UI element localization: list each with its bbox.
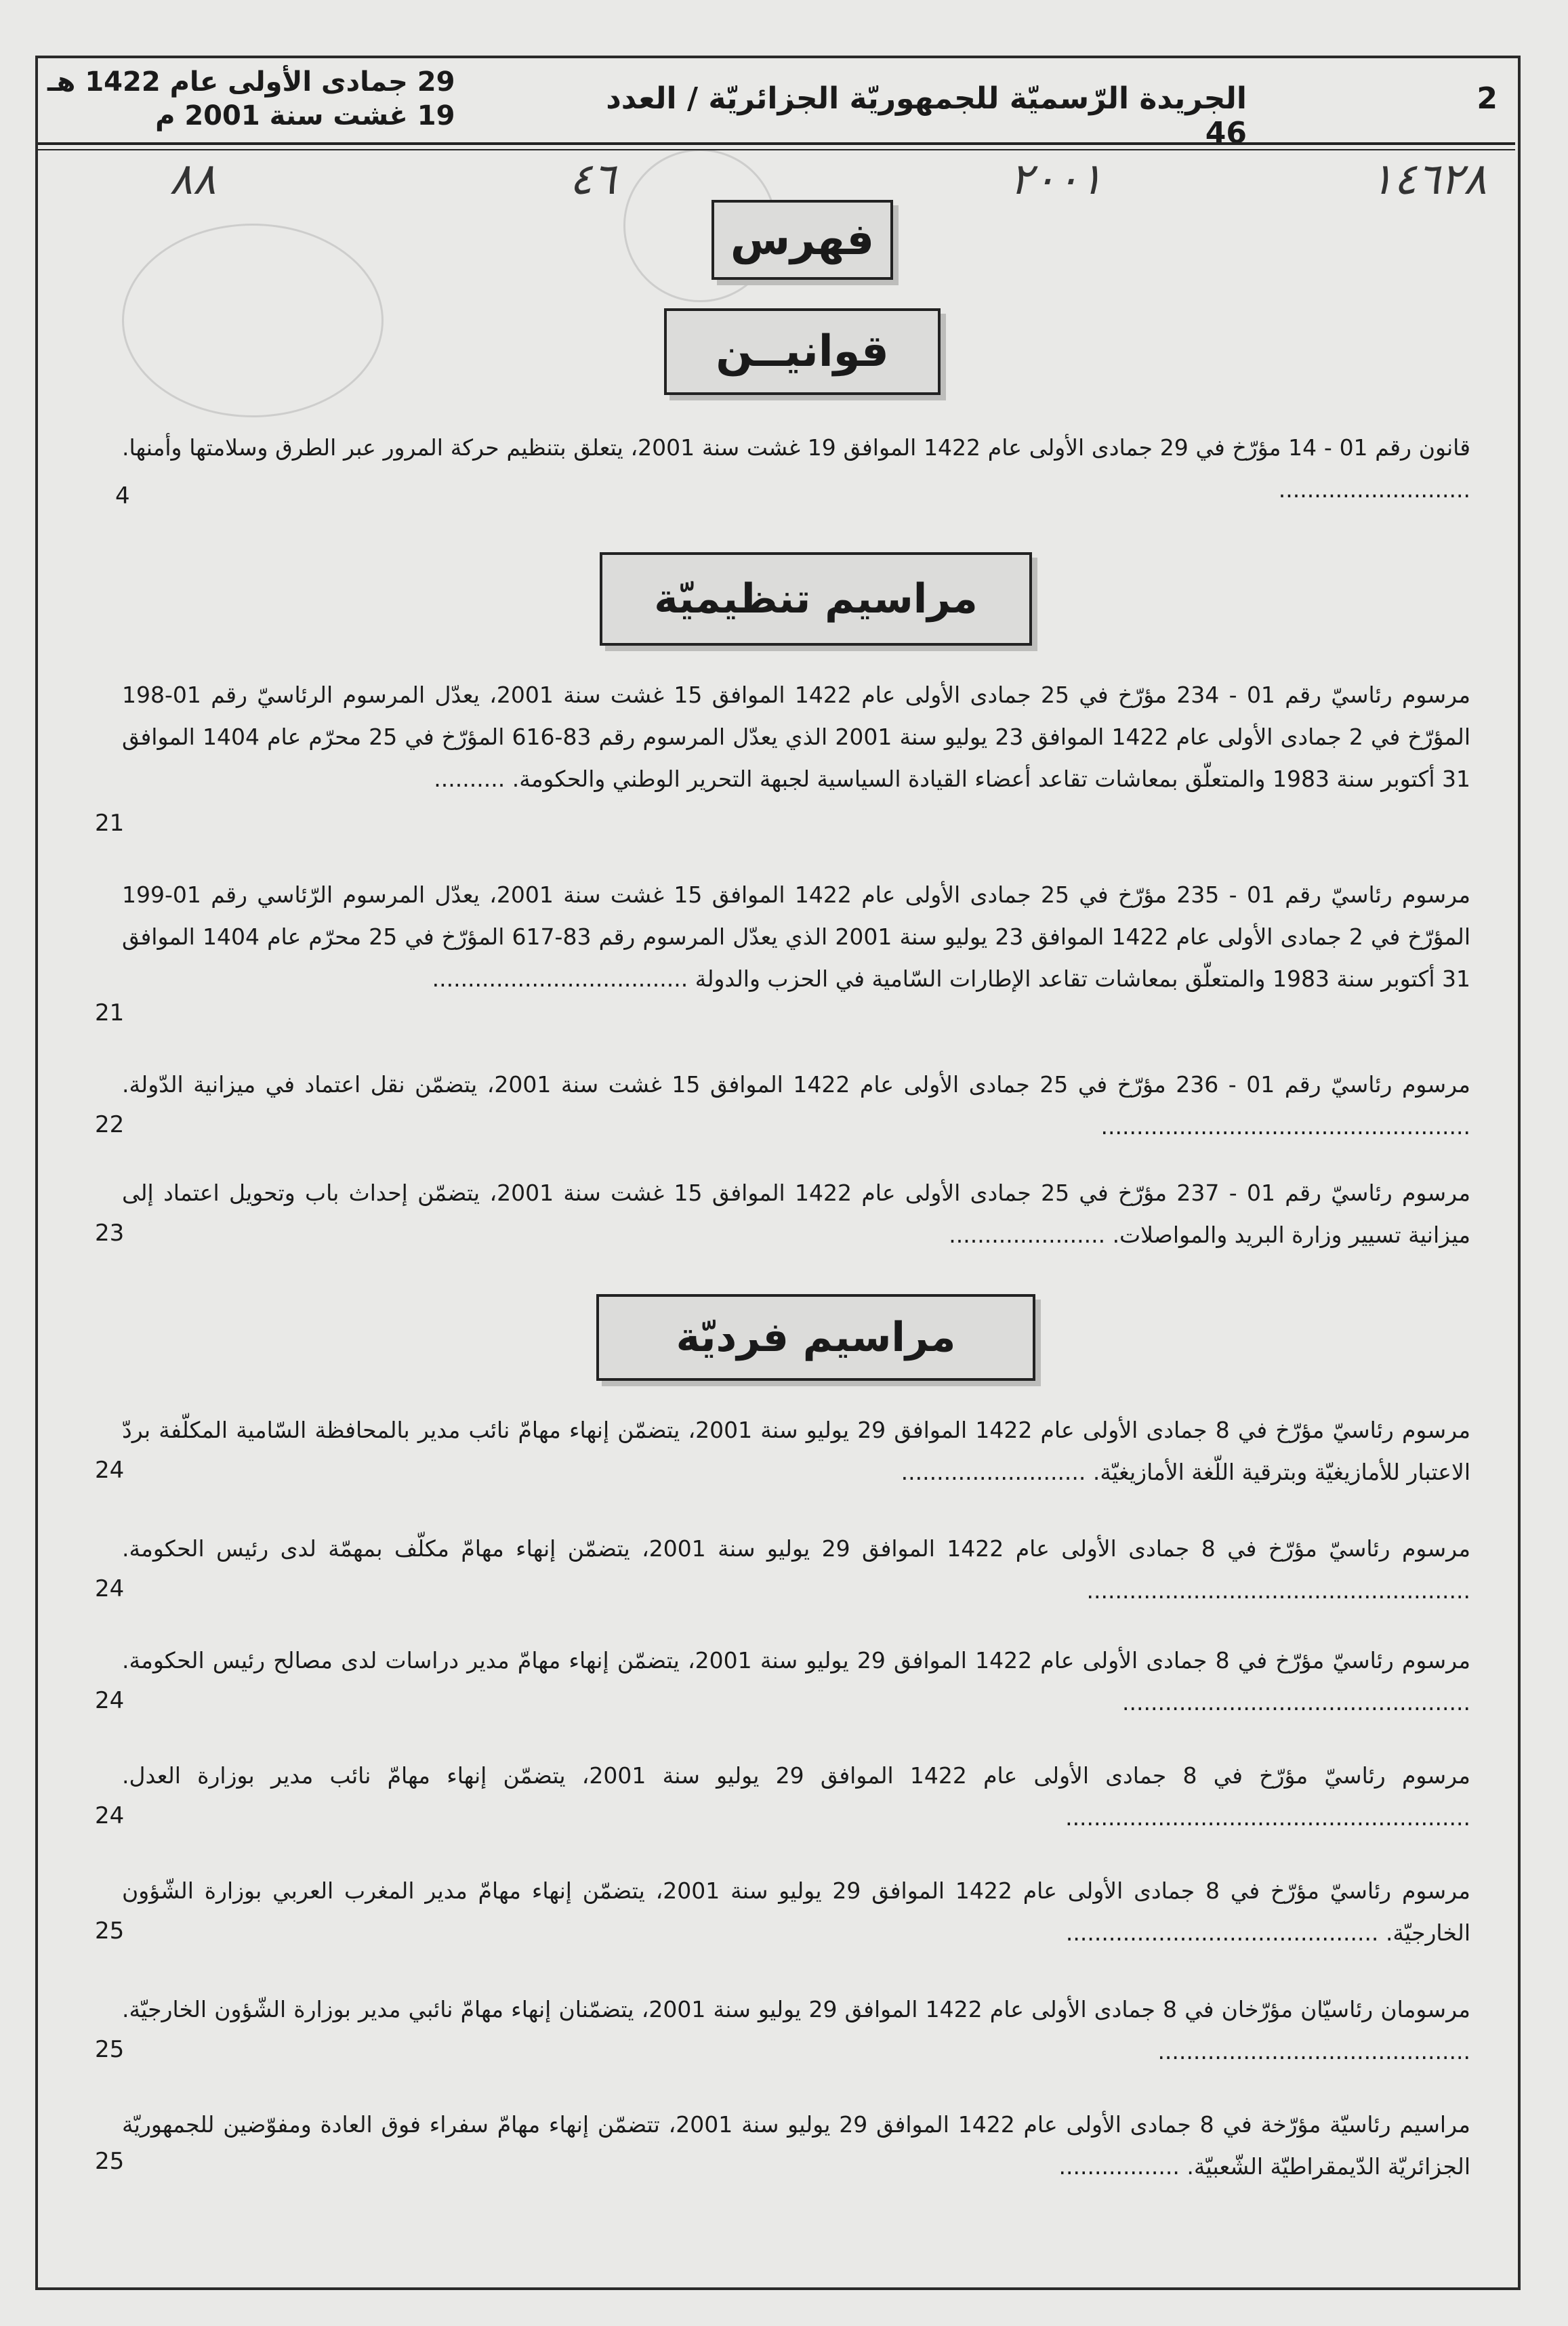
handwritten-issue: ٤٦ xyxy=(569,154,616,205)
entry-text: مرسوم رئاسيّ مؤرّخ في 8 جمادى الأولى عام 1422 الموافق 29 يوليو سنة 2001، يتضمّن إنهاء مهامّ نائب مدير بالمحافظة السّامية المكلّفة بردّ الاعتبار للأمازيغيّة وبترقية اللّغة الأمازيغيّة. xyxy=(122,1417,1470,1485)
gregorian-date: 19 غشت سنة 2001 م xyxy=(155,100,455,131)
leader-dots: ................. xyxy=(1058,2153,1180,2180)
handwritten-code: ٨٨ xyxy=(169,154,216,205)
entry-text: مرسوم رئاسيّ مؤرّخ في 8 جمادى الأولى عام 1422 الموافق 29 يوليو سنة 2001، يتضمّن إنهاء مهامّ مدير المغرب العربي بوزارة الشّؤون الخارجيّة. xyxy=(122,1877,1470,1946)
entry-page: 25 xyxy=(95,2036,125,2063)
section-individual xyxy=(596,1294,1035,1381)
leader-dots: ...................... xyxy=(949,1222,1106,1248)
header-rule-thin xyxy=(38,149,1515,150)
regulatory-entry xyxy=(122,1172,1470,1256)
law-entry xyxy=(122,427,1470,511)
section-laws-title: قوانيــن xyxy=(716,327,889,377)
individual-entry xyxy=(122,1409,1470,1493)
entry-page: 25 xyxy=(95,2148,125,2175)
entry-text: مرسوم رئاسيّ مؤرّخ في 8 جمادى الأولى عام 1422 الموافق 29 يوليو سنة 2001، يتضمّن إنهاء مهامّ مدير دراسات لدى مصالح رئيس الحكومة. xyxy=(122,1647,1471,1674)
leader-dots: ......................................................... xyxy=(1065,1804,1470,1831)
entry-text: مراسيم رئاسيّة مؤرّخة في 8 جمادى الأولى عام 1422 الموافق 29 يوليو سنة 2001، تتضمّن إنهاء مهامّ سفراء فوق العادة ومفوّضين للجمهوريّة الجزائريّة الدّيمقراطيّة الشّعبيّة. xyxy=(122,2111,1470,2180)
entry-text: قانون رقم 01 - 14 مؤرّخ في 29 جمادى الأولى عام 1422 الموافق 19 غشت سنة 2001، يتعلق بتنظيم حركة المرور عبر الطرق وسلامتها وأمنها. xyxy=(122,434,1471,461)
section-regulatory xyxy=(600,552,1032,646)
entry-page: 4 xyxy=(115,482,130,510)
entry-page: 25 xyxy=(95,1917,125,1945)
individual-entry xyxy=(122,1528,1470,1612)
entry-text: مرسوم رئاسيّ مؤرّخ في 8 جمادى الأولى عام 1422 الموافق 29 يوليو سنة 2001، يتضمّن إنهاء مهامّ نائب مدير بوزارة العدل. xyxy=(122,1762,1470,1789)
header xyxy=(41,65,1511,150)
leader-dots: ............................................ xyxy=(1065,1919,1379,1946)
regulatory-entry xyxy=(122,874,1470,1000)
header-rule xyxy=(38,142,1515,145)
leader-dots: .................................... xyxy=(432,965,688,992)
individual-entry xyxy=(122,1755,1470,1839)
leader-dots: .......................... xyxy=(901,1459,1086,1485)
journal-title: الجريدة الرّسميّة للجمهوريّة الجزائريّة / العدد 46 xyxy=(606,81,1247,150)
entry-text: مرسوم رئاسيّ رقم 01 - 234 مؤرّخ في 25 جمادى الأولى عام 1422 الموافق 15 غشت سنة 2001، يعدّل المرسوم الرئاسيّ رقم 01-198 المؤرّخ في 2 جمادى الأولى عام 1422 الموافق 23 يوليو سنة 2001 الذي يعدّل المرسوم رقم 83-616 المؤرّخ في 25 محرّم عام 1404 الموافق 31 أكتوبر سنة 1983 والمتعلّق بمعاشات تقاعد أعضاء القيادة السياسية لجبهة التحرير الوطني والحكومة. xyxy=(122,682,1471,792)
section-regulatory-title: مراسيم تنظيميّة xyxy=(654,575,978,623)
leader-dots: .......... xyxy=(434,766,506,792)
entry-text: مرسوم رئاسيّ رقم 01 - 235 مؤرّخ في 25 جمادى الأولى عام 1422 الموافق 15 غشت سنة 2001، يعدّل المرسوم الرّئاسي رقم 01-199 المؤرّخ في 2 جمادى الأولى عام 1422 الموافق 23 يوليو سنة 2001 الذي يعدّل المرسوم رقم 83-617 المؤرّخ في 25 محرّم عام 1404 الموافق 31 أكتوبر سنة 1983 والمتعلّق بمعاشات تقاعد الإطارات السّامية في الحزب والدولة xyxy=(122,881,1471,992)
section-laws xyxy=(664,308,941,395)
entry-page: 21 xyxy=(95,810,125,837)
hijri-date: 29 جمادى الأولى عام 1422 هـ xyxy=(47,66,455,98)
entry-text: مرسومان رئاسيّان مؤرّخان في 8 جمادى الأولى عام 1422 الموافق 29 يوليو سنة 2001، يتضمّنان إنهاء مهامّ نائبي مدير بوزارة الشّؤون الخارجيّة. xyxy=(122,1996,1470,2022)
entry-page: 24 xyxy=(95,1687,125,1714)
regulatory-entry xyxy=(122,674,1470,800)
leader-dots: ................................................. xyxy=(1122,1689,1470,1716)
leader-dots: ...................................................... xyxy=(1086,1577,1470,1604)
handwritten-number: ١٤٦٢٨ xyxy=(1370,154,1487,205)
individual-entry xyxy=(122,1870,1470,1954)
page-number: 2 xyxy=(1477,81,1498,116)
section-individual-title: مراسيم فرديّة xyxy=(676,1314,956,1361)
leader-dots: ........................... xyxy=(1278,476,1470,503)
entry-page: 24 xyxy=(95,1802,125,1829)
entry-page: 22 xyxy=(95,1111,125,1138)
entry-page: 21 xyxy=(95,999,125,1026)
entry-text: مرسوم رئاسيّ مؤرّخ في 8 جمادى الأولى عام 1422 الموافق 29 يوليو سنة 2001، يتضمّن إنهاء مهامّ مكلّف بمهمّة لدى رئيس الحكومة. xyxy=(122,1535,1470,1562)
leader-dots: ............................................ xyxy=(1157,2038,1470,2064)
individual-entry xyxy=(122,1989,1470,2073)
section-index xyxy=(711,200,893,280)
entry-page: 24 xyxy=(95,1457,125,1484)
stamp-circle-2 xyxy=(122,224,384,417)
handwritten-year: ٢٠٠١ xyxy=(1010,154,1103,205)
entry-page: 23 xyxy=(95,1220,125,1247)
header-dates xyxy=(47,65,455,133)
leader-dots: .................................................... xyxy=(1100,1113,1470,1140)
entry-text: مرسوم رئاسيّ رقم 01 - 236 مؤرّخ في 25 جمادى الأولى عام 1422 الموافق 15 غشت سنة 2001، يتضمّن نقل اعتماد في ميزانية الدّولة. xyxy=(122,1071,1470,1098)
individual-entry xyxy=(122,1640,1470,1724)
section-index-title: فهرس xyxy=(730,215,875,265)
entry-page: 24 xyxy=(95,1575,125,1602)
regulatory-entry xyxy=(122,1064,1470,1148)
individual-entry xyxy=(122,2104,1470,2188)
entry-text: مرسوم رئاسيّ رقم 01 - 237 مؤرّخ في 25 جمادى الأولى عام 1422 الموافق 15 غشت سنة 2001، يتضمّن إحداث باب وتحويل اعتماد إلى ميزانية تسيير وزارة البريد والمواصلات. xyxy=(122,1180,1470,1248)
